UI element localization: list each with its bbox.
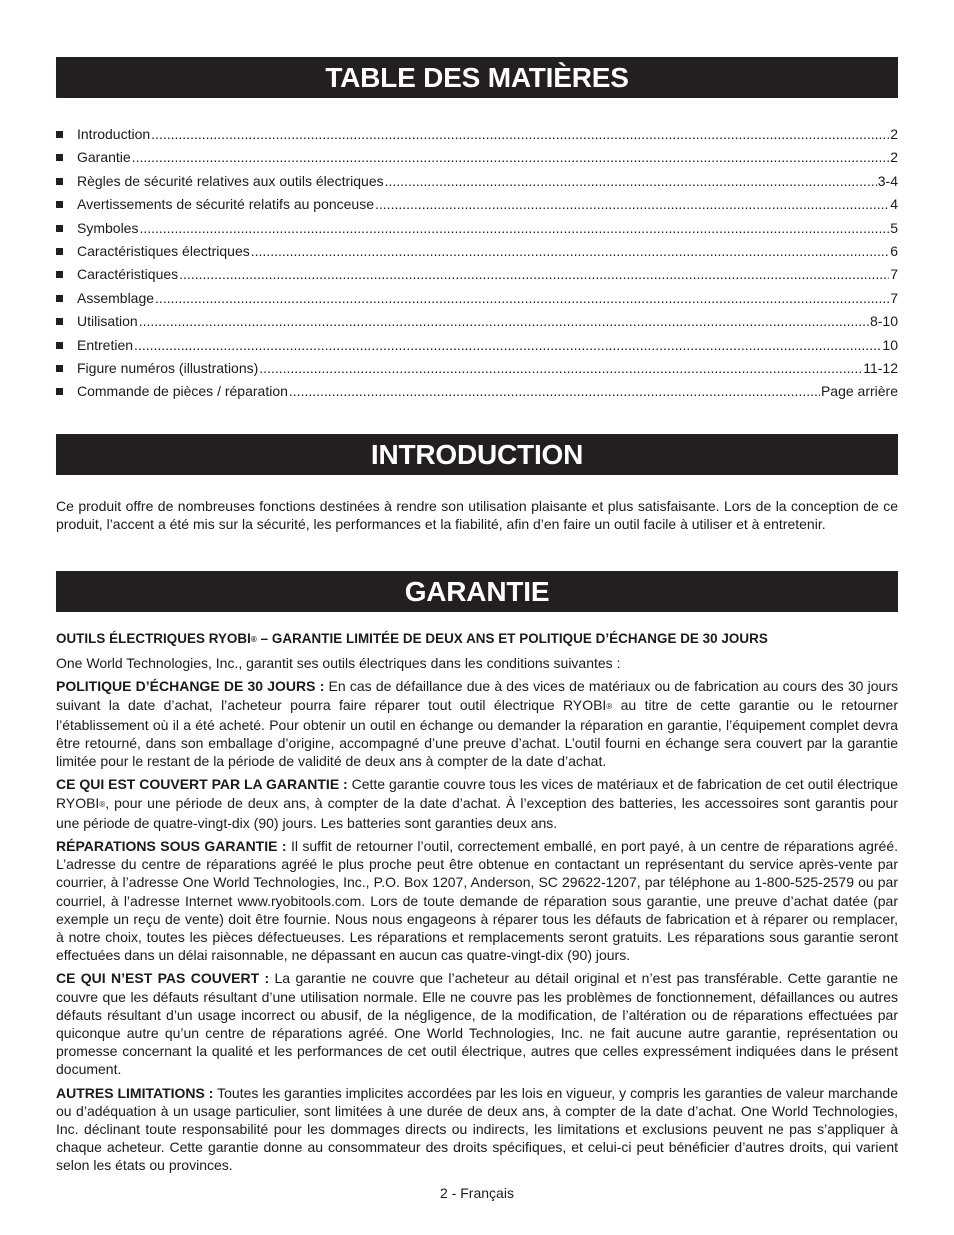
toc-item[interactable] <box>56 263 898 286</box>
garantie-intro: One World Technologies, Inc., garantit ses outils électriques dans les conditions suivantes : <box>56 655 621 672</box>
square-bullet-icon <box>56 178 63 185</box>
repairs-label: RÉPARATIONS SOUS GARANTIE : <box>56 838 287 855</box>
toc-item[interactable] <box>56 217 898 240</box>
toc-item-label: Caractéristiques <box>77 266 179 283</box>
covered-paragraph <box>56 775 898 832</box>
dot-leader <box>251 240 889 263</box>
dot-leader <box>151 123 889 146</box>
limits-paragraph <box>56 1084 898 1175</box>
garantie-section <box>56 630 898 1180</box>
policy-paragraph <box>56 677 898 770</box>
toc-item[interactable] <box>56 287 898 310</box>
table-of-contents <box>56 123 898 404</box>
not-covered-text: La garantie ne couvre que l’acheteur au détail original et n’est pas transférable. Cette garantie ne couvre que les défauts résultant d’une utilisation normale. Elle ne couvre pas les problèmes de fonctionnement, défaillances ou autres défauts résultant d’un usage incorrect ou abusif, de la négligence, de la modification, de l’altération ou de réparations effectuées par quiconque autre qu’un centre de réparations agréé. One World Technologies, Inc. ne fait aucune autre garantie, représentation ou promesse concernant la qualité et les performances de cet outil électrique, autres que celles expressément indiquées dans le présent document. <box>56 970 899 1078</box>
limits-label: AUTRES LIMITATIONS : <box>56 1084 214 1101</box>
dot-leader <box>385 170 877 193</box>
toc-item-label: Assemblage <box>77 289 155 306</box>
dot-leader <box>134 334 881 357</box>
toc-item[interactable] <box>56 170 898 193</box>
square-bullet-icon <box>56 295 63 302</box>
covered-text-a: Cette garantie couvre tous les vices de matériaux et de fabrication de cet outil électrique RYOBI <box>56 776 898 811</box>
toc-title: TABLE DES MATIÈRES <box>56 57 898 98</box>
toc-item-page: 6 <box>890 242 898 259</box>
toc-item[interactable] <box>56 146 898 169</box>
toc-item-page: 5 <box>890 219 898 236</box>
square-bullet-icon <box>56 271 63 278</box>
square-bullet-icon <box>56 388 63 395</box>
toc-item[interactable] <box>56 193 898 216</box>
square-bullet-icon <box>56 318 63 325</box>
toc-item-page: Page arrière <box>820 383 898 400</box>
square-bullet-icon <box>56 201 63 208</box>
square-bullet-icon <box>56 131 63 138</box>
repairs-text: Il suffit de retourner l’outil, correctement emballé, en port payé, à un centre de réparations agréé. L’adresse du centre de réparations agréé le plus proche peut être obtenue en contactant un représentant du service après-vente par courrier, à l’adresse One World Technologies, Inc., P.O. Box 1207, Anderson, SC 29622-1207, par téléphone au 1-800-525-2579 ou par courriel, à l’adresse Internet www.ryobitools.com. Lors de toute demande de réparation sous garantie, une preuve d’achat datée (par exemple un reçu de vente) doit être fournie. Nous nous engageons à réparer tous les défauts de fabrication et à réparer ou remplacer, à notre choix, toutes les pièces défectueuses. Les réparations et remplacements seront gratuits. Les réparations sous garantie seront effectuées dans un délai raisonnable, ne dépassant en aucun cas quatre-vingt-dix (90) jours. <box>56 838 898 964</box>
toc-item[interactable] <box>56 380 898 403</box>
toc-item-page: 8-10 <box>869 313 898 330</box>
limits-text: Toutes les garanties implicites accordées par les lois en vigueur, y compris les garanties de valeur marchande ou d’adéquation à un usage particulier, sont limitées à une durée de deux ans, à compter de la date d’achat. One World Technologies, Inc. déclinant toute responsabilité pour les dommages directs ou indirects, les limitations et exclusions peuvent ne pas s’appliquer à chaque acheteur. Cette garantie donne au consommateur des droits spécifiques, et celui-ci peut bénéficier d’autres droits, qui varient selon les états ou provinces. <box>56 1084 898 1174</box>
toc-item-label: Commande de pièces / réparation <box>77 383 288 400</box>
toc-item-page: 2 <box>890 126 898 142</box>
dot-leader <box>259 357 862 380</box>
toc-item-page: 7 <box>890 289 898 306</box>
square-bullet-icon <box>56 342 63 349</box>
square-bullet-icon <box>56 248 63 255</box>
toc-item[interactable] <box>56 357 898 380</box>
toc-item[interactable] <box>56 123 898 146</box>
toc-item-label: Règles de sécurité relatives aux outils électriques <box>77 172 384 189</box>
not-covered-label: CE QUI N’EST PAS COUVERT : <box>56 970 270 987</box>
toc-item-page: 10 <box>882 336 898 353</box>
toc-item[interactable] <box>56 310 898 333</box>
covered-label: CE QUI EST COUVERT PAR LA GARANTIE : <box>56 776 348 793</box>
toc-item-page: 4 <box>890 196 898 213</box>
toc-item-page: 3-4 <box>877 172 898 189</box>
dot-leader <box>155 287 889 310</box>
introduction-title: INTRODUCTION <box>56 434 898 475</box>
dot-leader <box>139 217 889 240</box>
toc-item-label: Avertissements de sécurité relatifs au ponceuse <box>77 196 375 213</box>
dot-leader <box>132 146 890 169</box>
registered-mark: ® <box>250 635 257 644</box>
toc-item-label: Symboles <box>77 219 139 236</box>
garantie-heading-rest: – GARANTIE LIMITÉE DE DEUX ANS ET POLITIQUE D’ÉCHANGE DE 30 JOURS <box>256 631 768 646</box>
introduction-text: Ce produit offre de nombreuses fonctions destinées à rendre son utilisation plaisante et plus satisfaisante. Lors de la conception de ce produit, l’accent a été mis sur la sécurité, les performances et la fiabilité, afin d’en faire un outil facile à utiliser et à entretenir. <box>56 498 898 533</box>
toc-item-label: Introduction <box>77 126 151 142</box>
garantie-heading-brand: OUTILS ÉLECTRIQUES RYOBI <box>56 631 251 646</box>
dot-leader <box>179 263 889 286</box>
policy-text-a: En cas de défaillance due à des vices de matériaux ou de fabrication au cours des 30 jours suivant la date d’achat, l’acheteur pourra faire réparer tout outil électrique RYOBI <box>56 678 898 713</box>
toc-item-page: 11-12 <box>863 359 898 376</box>
garantie-title: GARANTIE <box>56 571 898 612</box>
toc-item-label: Figure numéros (illustrations) <box>77 359 259 376</box>
square-bullet-icon <box>56 225 63 232</box>
policy-text-b: au titre de cette garantie ou le retourner l’établissement où il a été acheté. Pour obtenir un outil en échange ou demander la réparation en garantie, l’équipement complet devra être retourné, dans son emballage d’origine, accompagné d’une preuve d’achat. L’outil fourni en échange sera couvert par la garantie limitée pour le restant de la période de validité de deux ans à compter de la date d’achat. <box>56 696 898 770</box>
toc-item-page: 7 <box>890 266 898 283</box>
toc-item[interactable] <box>56 334 898 357</box>
toc-item-label: Utilisation <box>77 313 138 330</box>
toc-item-label: Caractéristiques électriques <box>77 242 250 259</box>
dot-leader <box>375 193 889 216</box>
toc-item-page: 2 <box>890 149 898 166</box>
toc-item-label: Entretien <box>77 336 134 353</box>
square-bullet-icon <box>56 365 63 372</box>
toc-item[interactable] <box>56 240 898 263</box>
registered-mark: ® <box>606 701 613 711</box>
dot-leader <box>289 380 820 403</box>
repairs-paragraph <box>56 837 898 964</box>
square-bullet-icon <box>56 154 63 161</box>
registered-mark: ® <box>99 799 106 809</box>
garantie-heading <box>56 630 898 649</box>
not-covered-paragraph <box>56 969 898 1078</box>
policy-label: POLITIQUE D’ÉCHANGE DE 30 JOURS : <box>56 678 325 695</box>
covered-text-b: , pour une période de deux ans, à compter de la date d’achat. À l’exception des batteries, les accessoires sont garantis pour une période de quatre-vingt-dix (90) jours. Les batteries sont garanties deux ans. <box>56 794 898 831</box>
dot-leader <box>139 310 869 333</box>
toc-item-label: Garantie <box>77 149 131 166</box>
page-footer: 2 - Français <box>440 1185 514 1201</box>
